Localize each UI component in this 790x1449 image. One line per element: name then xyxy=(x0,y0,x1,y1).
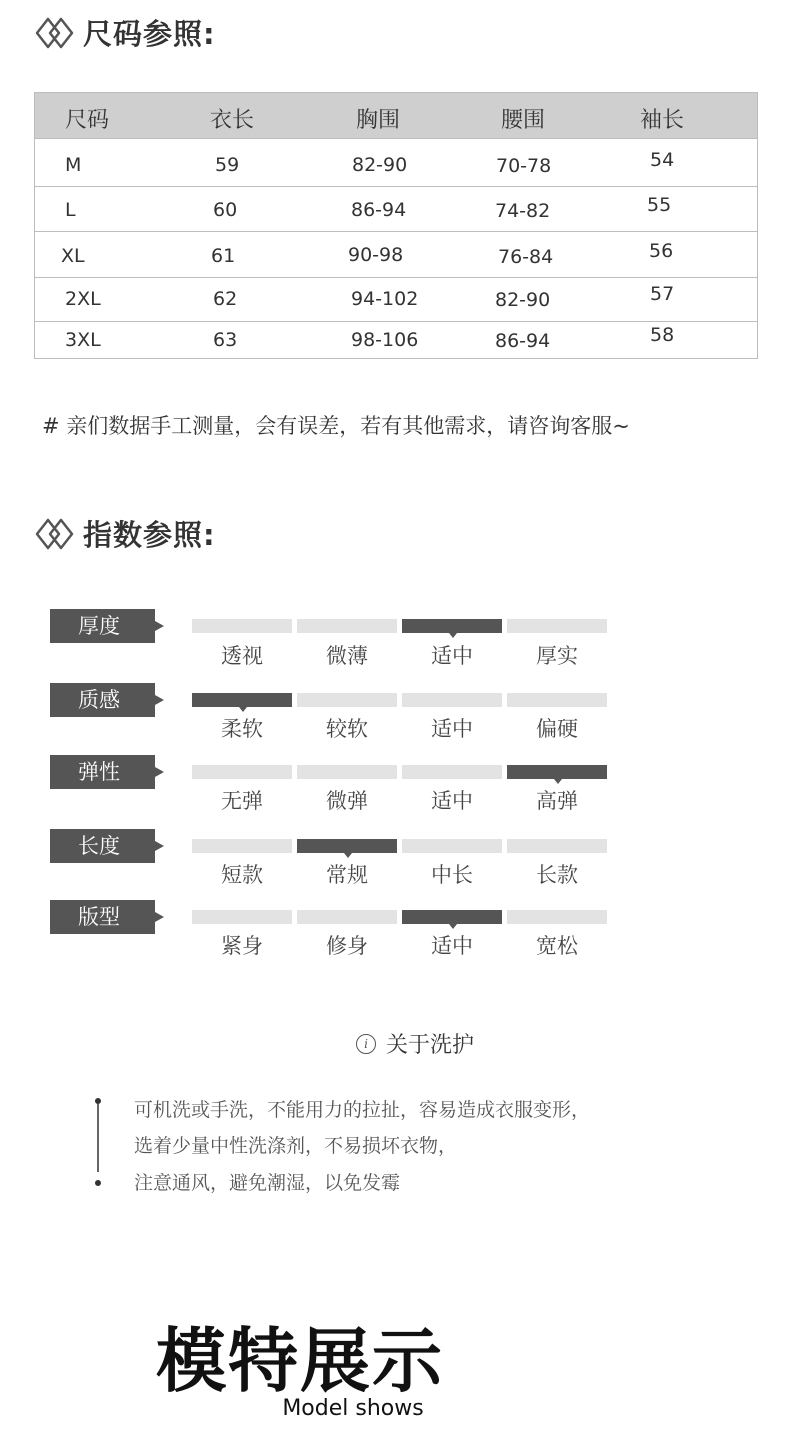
index-option: 柔软 xyxy=(221,717,263,741)
column-header: 腰围 xyxy=(501,108,546,133)
index-bar xyxy=(297,619,397,633)
index-bar xyxy=(192,839,292,853)
index-label-thickness: 厚度 xyxy=(50,609,155,643)
index-option: 适中 xyxy=(431,717,473,741)
measurement-note: # 亲们数据手工测量，会有误差，若有其他需求，请咨询客服~ xyxy=(42,414,630,438)
index-bar xyxy=(192,619,292,633)
index-bar xyxy=(507,765,607,779)
index-option: 适中 xyxy=(431,644,473,668)
index-bar xyxy=(507,693,607,707)
index-label-elasticity: 弹性 xyxy=(50,755,155,789)
care-line: 选着少量中性洗涤剂，不易损坏衣物， xyxy=(134,1135,458,1157)
index-bar xyxy=(507,910,607,924)
table-cell: 55 xyxy=(647,194,672,216)
column-header: 尺码 xyxy=(65,108,110,133)
index-bar xyxy=(297,765,397,779)
index-section-title: 指数参照: xyxy=(83,518,216,552)
index-option: 偏硬 xyxy=(536,717,578,741)
table-cell: XL xyxy=(61,245,85,267)
index-option: 适中 xyxy=(431,789,473,813)
table-cell: 59 xyxy=(215,154,240,176)
index-bar xyxy=(297,910,397,924)
column-header: 胸围 xyxy=(356,108,401,133)
table-cell: 90-98 xyxy=(348,244,404,266)
index-bar xyxy=(402,619,502,633)
index-option: 长款 xyxy=(536,863,578,887)
table-cell: 61 xyxy=(211,245,236,267)
table-cell: 3XL xyxy=(65,329,101,351)
care-title: 关于洗护 xyxy=(386,1033,475,1058)
table-cell: 58 xyxy=(650,324,675,346)
index-option: 厚实 xyxy=(536,644,578,668)
index-label-texture: 质感 xyxy=(50,683,155,717)
model-title: 模特展示 xyxy=(156,1320,444,1402)
index-option: 高弹 xyxy=(536,789,578,813)
index-label-length: 长度 xyxy=(50,829,155,863)
table-cell: 74-82 xyxy=(495,200,551,222)
table-row xyxy=(35,277,757,321)
size-section-header xyxy=(35,12,216,53)
care-header xyxy=(356,1028,474,1059)
index-bar xyxy=(507,839,607,853)
size-table xyxy=(34,92,758,359)
index-section-header xyxy=(35,513,216,554)
table-cell: 98-106 xyxy=(351,329,419,351)
size-table-header xyxy=(35,93,757,138)
index-option: 宽松 xyxy=(536,934,578,958)
index-option: 适中 xyxy=(431,934,473,958)
table-cell: 82-90 xyxy=(352,154,408,176)
index-bar xyxy=(402,839,502,853)
bullet-dot-icon xyxy=(95,1180,101,1186)
table-cell: 57 xyxy=(650,283,675,305)
double-diamond-icon xyxy=(35,517,75,551)
table-cell: 86-94 xyxy=(351,199,407,221)
index-bar xyxy=(297,839,397,853)
table-cell: 54 xyxy=(650,149,675,171)
double-diamond-icon xyxy=(35,16,75,50)
index-bar xyxy=(402,765,502,779)
column-header: 袖长 xyxy=(640,108,685,133)
index-option: 短款 xyxy=(221,863,263,887)
divider xyxy=(97,1104,99,1172)
table-cell: 86-94 xyxy=(495,330,551,352)
index-bar xyxy=(192,910,292,924)
index-bar xyxy=(297,693,397,707)
model-subtitle: Model shows xyxy=(282,1396,424,1421)
index-bar xyxy=(192,765,292,779)
index-option: 常规 xyxy=(326,863,368,887)
table-row xyxy=(35,231,757,277)
index-bar xyxy=(507,619,607,633)
index-option: 紧身 xyxy=(221,934,263,958)
care-line: 注意通风，避免潮湿，以免发霉 xyxy=(134,1172,401,1194)
table-cell: 76-84 xyxy=(498,246,554,268)
index-option: 透视 xyxy=(221,644,263,668)
table-row xyxy=(35,138,757,186)
index-option: 中长 xyxy=(431,863,473,887)
table-cell: 62 xyxy=(213,288,238,310)
info-icon: i xyxy=(356,1034,376,1054)
table-cell: 94-102 xyxy=(351,288,419,310)
table-row xyxy=(35,321,757,358)
index-bar xyxy=(192,693,292,707)
index-bar xyxy=(402,693,502,707)
care-line: 可机洗或手洗，不能用力的拉扯，容易造成衣服变形， xyxy=(134,1099,591,1121)
index-label-fit: 版型 xyxy=(50,900,155,934)
column-header: 衣长 xyxy=(210,108,255,133)
index-option: 修身 xyxy=(326,934,368,958)
size-section-title: 尺码参照: xyxy=(83,17,216,51)
table-row xyxy=(35,186,757,231)
index-option: 无弹 xyxy=(221,789,263,813)
table-cell: M xyxy=(65,154,82,176)
table-cell: 2XL xyxy=(65,288,101,310)
index-option: 微弹 xyxy=(326,789,368,813)
table-cell: 60 xyxy=(213,199,238,221)
index-option: 较软 xyxy=(326,717,368,741)
table-cell: 70-78 xyxy=(496,155,552,177)
table-cell: L xyxy=(65,199,76,221)
table-cell: 63 xyxy=(213,329,238,351)
table-cell: 56 xyxy=(649,240,674,262)
table-cell: 82-90 xyxy=(495,289,551,311)
index-bar xyxy=(402,910,502,924)
index-option: 微薄 xyxy=(326,644,368,668)
